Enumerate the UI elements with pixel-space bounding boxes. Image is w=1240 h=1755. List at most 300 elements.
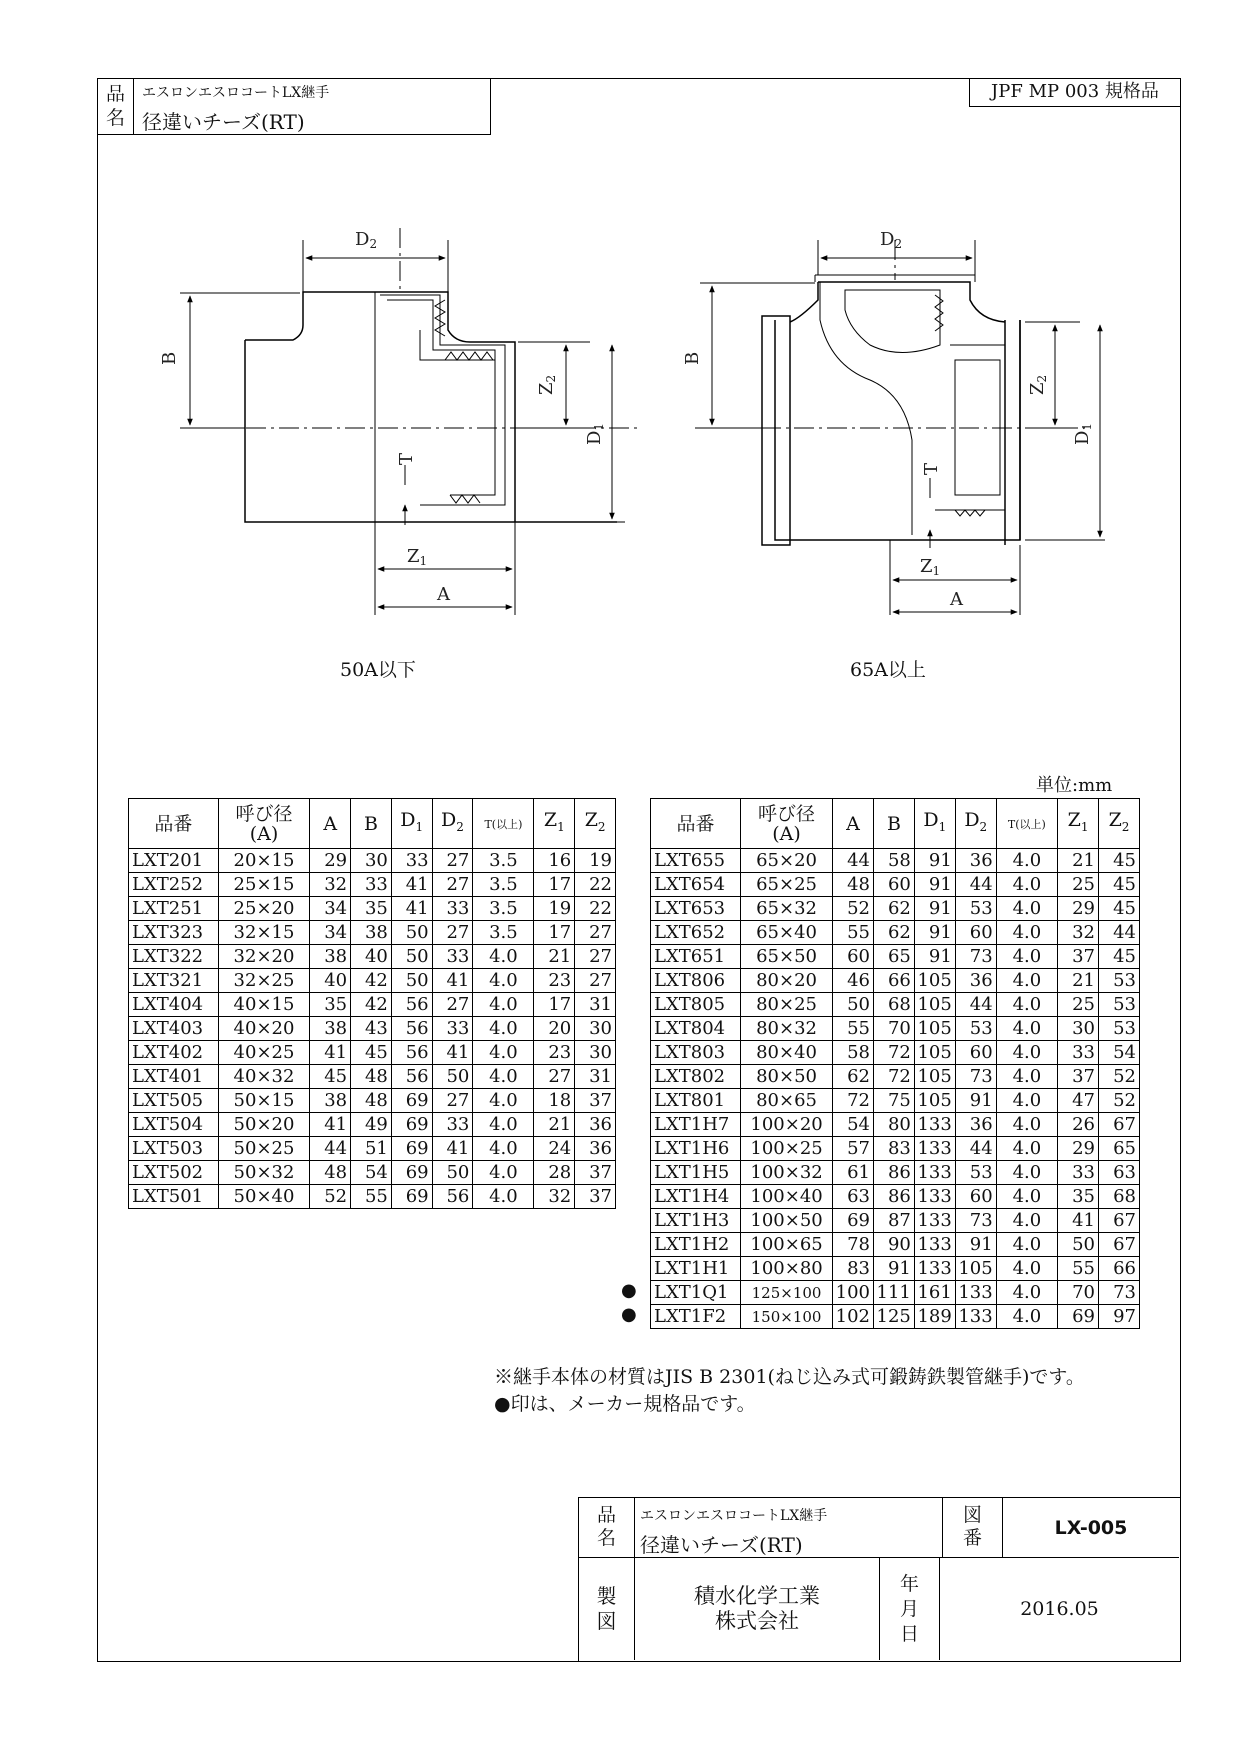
table-cell: 33 [432, 945, 473, 969]
col-d1: $D_1$ [391, 799, 432, 849]
table-cell: LXT804 [651, 1017, 741, 1041]
table-cell: 50×15 [218, 1089, 310, 1113]
table-cell: 27 [575, 921, 616, 945]
caption-50a: 50A以下 [340, 659, 416, 681]
table-cell: LXT653 [651, 897, 741, 921]
table-cell: 75 [873, 1089, 914, 1113]
table-row [651, 897, 1140, 921]
table-cell: 4.0 [996, 1209, 1057, 1233]
table-cell: 50×20 [218, 1113, 310, 1137]
table-cell: 83 [873, 1137, 914, 1161]
table-cell: 44 [310, 1137, 351, 1161]
dim-d1-right: D1 [1072, 422, 1094, 445]
table-row [129, 1113, 616, 1137]
col-b: B [351, 799, 392, 849]
table-cell: 50 [391, 969, 432, 993]
tb-drawing-no: LX-005 [1003, 1498, 1179, 1558]
table-cell: 4.0 [473, 1161, 534, 1185]
table-row [129, 849, 616, 873]
header-product-series: エスロンエスロコートLX継手 [142, 85, 330, 101]
table-cell: 100×40 [741, 1185, 833, 1209]
col-t: T(以上) [996, 799, 1057, 849]
table-cell: 50 [391, 921, 432, 945]
table-cell: 27 [432, 1089, 473, 1113]
table-cell: 4.0 [473, 1137, 534, 1161]
table-cell: 25 [1058, 993, 1099, 1017]
table-cell: 50 [1058, 1233, 1099, 1257]
table-cell: 4.0 [996, 921, 1057, 945]
table-cell: 4.0 [473, 1113, 534, 1137]
table-cell: 91 [914, 849, 955, 873]
table-cell: 41 [1058, 1209, 1099, 1233]
table-cell: 4.0 [996, 1041, 1057, 1065]
table-cell: 38 [310, 1017, 351, 1041]
table-cell: LXT1H5 [651, 1161, 741, 1185]
table-cell: 16 [534, 849, 575, 873]
dim-d1-left: D1 [584, 422, 606, 445]
table-row [651, 945, 1140, 969]
table-cell: 53 [1098, 993, 1139, 1017]
col-t: T(以上) [473, 799, 534, 849]
table-cell: 19 [534, 897, 575, 921]
table-cell: 63 [833, 1185, 874, 1209]
table-row [129, 945, 616, 969]
dim-a-right: A [950, 589, 963, 610]
table-cell: 4.0 [996, 1137, 1057, 1161]
table-cell: 37 [575, 1089, 616, 1113]
table-cell: 30 [351, 849, 392, 873]
spec-table-left [128, 798, 616, 1209]
table-cell: 27 [432, 873, 473, 897]
table-row [129, 1041, 616, 1065]
table-cell: 22 [575, 873, 616, 897]
tb-name-label: 品 名 [579, 1498, 635, 1558]
table-cell: 69 [391, 1137, 432, 1161]
table-cell: 69 [391, 1185, 432, 1209]
table-cell: 105 [914, 1041, 955, 1065]
table-cell: 20 [534, 1017, 575, 1041]
table-cell: 62 [833, 1065, 874, 1089]
table-row [129, 873, 616, 897]
table-cell: 45 [310, 1065, 351, 1089]
table-cell: 105 [914, 1017, 955, 1041]
tb-product-series: エスロンエスロコートLX継手 [640, 1508, 828, 1524]
table-cell: 44 [955, 873, 996, 897]
table-cell: 105 [914, 969, 955, 993]
table-cell: 51 [351, 1137, 392, 1161]
table-cell: 4.0 [996, 1281, 1057, 1305]
table-cell: 33 [432, 1113, 473, 1137]
table-cell: 58 [873, 849, 914, 873]
table-cell: 69 [1058, 1305, 1099, 1329]
table-row [651, 1017, 1140, 1041]
table-cell: LXT1H4 [651, 1185, 741, 1209]
table-cell: 56 [391, 993, 432, 1017]
table-row [651, 1089, 1140, 1113]
table-cell: 25×20 [218, 897, 310, 921]
table-cell: 189 [914, 1305, 955, 1329]
dim-b-right: B [682, 351, 703, 365]
table-cell: 68 [1098, 1185, 1139, 1209]
table-cell: 61 [833, 1161, 874, 1185]
table-cell: 37 [575, 1161, 616, 1185]
table-cell: 45 [1098, 945, 1139, 969]
table-cell: 50 [833, 993, 874, 1017]
table-cell: 21 [534, 945, 575, 969]
table-row [651, 1233, 1140, 1257]
table-cell: LXT654 [651, 873, 741, 897]
note-material: ※継手本体の材質はJIS B 2301(ねじ込み式可鍛鋳鉄製管継手)です。 [494, 1366, 1085, 1388]
table-cell: 48 [351, 1065, 392, 1089]
table-cell: 53 [955, 1017, 996, 1041]
table-cell: 100×50 [741, 1209, 833, 1233]
table-cell: 19 [575, 849, 616, 873]
table-cell: 65×40 [741, 921, 833, 945]
table-cell: 133 [914, 1257, 955, 1281]
table-cell: 80×40 [741, 1041, 833, 1065]
table-cell: 150×100 [741, 1305, 833, 1329]
table-cell: 4.0 [996, 1065, 1057, 1089]
table-cell: 27 [534, 1065, 575, 1089]
table-cell: 41 [310, 1113, 351, 1137]
table-cell: 36 [575, 1113, 616, 1137]
table-cell: 69 [391, 1161, 432, 1185]
tb-maker: 積水化学工業 株式会社 [635, 1558, 880, 1660]
table-row [651, 849, 1140, 873]
col-a: A [310, 799, 351, 849]
table-cell: 56 [391, 1065, 432, 1089]
col-b: B [873, 799, 914, 849]
table-cell: 47 [1058, 1089, 1099, 1113]
table-cell: 80×20 [741, 969, 833, 993]
table-cell: 56 [391, 1017, 432, 1041]
table-cell: 27 [575, 969, 616, 993]
table-cell: 24 [534, 1137, 575, 1161]
table-cell: 100 [833, 1281, 874, 1305]
table-cell: 91 [914, 945, 955, 969]
title-block [578, 1497, 1181, 1662]
table-cell: 55 [833, 1017, 874, 1041]
table-cell: 69 [833, 1209, 874, 1233]
table-cell: 36 [955, 1113, 996, 1137]
table-row [651, 1209, 1140, 1233]
table-cell: 4.0 [473, 1017, 534, 1041]
col-d2: $D_2$ [955, 799, 996, 849]
table-cell: 133 [914, 1209, 955, 1233]
table-cell: 100×25 [741, 1137, 833, 1161]
table-cell: 133 [914, 1113, 955, 1137]
table-cell: 33 [432, 1017, 473, 1041]
table-cell: 4.0 [996, 1017, 1057, 1041]
table-row [129, 1089, 616, 1113]
table-cell: 32×20 [218, 945, 310, 969]
tb-product-name: 径違いチーズ(RT) [640, 1533, 803, 1557]
table-cell: 30 [575, 1017, 616, 1041]
maker-standard-marker: ● [621, 1280, 637, 1301]
table-cell: 32×15 [218, 921, 310, 945]
table-cell: 33 [432, 897, 473, 921]
table-cell: 56 [391, 1041, 432, 1065]
table-cell: 105 [914, 1065, 955, 1089]
col-nominal: 呼び径 (A) [741, 799, 833, 849]
col-a: A [833, 799, 874, 849]
col-d1: $D_1$ [914, 799, 955, 849]
table-cell: 45 [1098, 849, 1139, 873]
table-cell: 40 [310, 969, 351, 993]
table-cell: 65×25 [741, 873, 833, 897]
table-cell: 4.0 [996, 1305, 1057, 1329]
table-row [651, 969, 1140, 993]
table-cell: 3.5 [473, 849, 534, 873]
dim-t-right: T [921, 462, 942, 475]
dim-z2-right: Z2 [1027, 374, 1049, 395]
table-cell: 41 [391, 873, 432, 897]
table-cell: 50×25 [218, 1137, 310, 1161]
table-cell: 50 [432, 1161, 473, 1185]
table-cell: LXT652 [651, 921, 741, 945]
table-cell: 30 [575, 1041, 616, 1065]
table-cell: 4.0 [996, 945, 1057, 969]
table-cell: 80×50 [741, 1065, 833, 1089]
table-cell: 40×25 [218, 1041, 310, 1065]
table-cell: 60 [873, 873, 914, 897]
table-row [129, 1017, 616, 1041]
table-cell: 87 [873, 1209, 914, 1233]
table-cell: 55 [351, 1185, 392, 1209]
table-cell: 21 [1058, 849, 1099, 873]
table-cell: LXT505 [129, 1089, 219, 1113]
table-cell: 38 [310, 945, 351, 969]
table-cell: 80×32 [741, 1017, 833, 1041]
table-cell: 44 [833, 849, 874, 873]
table-cell: LXT1H1 [651, 1257, 741, 1281]
table-cell: 4.0 [996, 969, 1057, 993]
table-row [651, 1041, 1140, 1065]
table-cell: 65×50 [741, 945, 833, 969]
table-cell: 41 [432, 969, 473, 993]
table-cell: LXT805 [651, 993, 741, 1017]
table-header-row [129, 799, 616, 849]
table-cell: 38 [351, 921, 392, 945]
table-cell: 73 [955, 1209, 996, 1233]
table-cell: 50 [391, 945, 432, 969]
table-cell: 65 [1098, 1137, 1139, 1161]
table-cell: LXT651 [651, 945, 741, 969]
table-cell: 80 [873, 1113, 914, 1137]
table-cell: 72 [873, 1041, 914, 1065]
header-product-name: 径違いチーズ(RT) [142, 110, 305, 134]
table-cell: 49 [351, 1113, 392, 1137]
table-cell: LXT504 [129, 1113, 219, 1137]
table-cell: 67 [1098, 1209, 1139, 1233]
col-z2: $Z_2$ [1098, 799, 1139, 849]
table-cell: 53 [955, 1161, 996, 1185]
table-cell: 50×32 [218, 1161, 310, 1185]
table-cell: 35 [351, 897, 392, 921]
table-cell: 4.0 [996, 1257, 1057, 1281]
col-z1: $Z_1$ [534, 799, 575, 849]
table-cell: 56 [432, 1185, 473, 1209]
table-row [129, 969, 616, 993]
col-part-no: 品番 [651, 799, 741, 849]
table-cell: 52 [310, 1185, 351, 1209]
table-cell: 125 [873, 1305, 914, 1329]
table-cell: 86 [873, 1185, 914, 1209]
table-cell: 48 [833, 873, 874, 897]
table-cell: 22 [575, 897, 616, 921]
table-cell: 28 [534, 1161, 575, 1185]
table-cell: 25 [1058, 873, 1099, 897]
dim-z1-right: Z1 [920, 556, 941, 578]
table-cell: 4.0 [473, 1041, 534, 1065]
table-cell: 100×65 [741, 1233, 833, 1257]
table-cell: 105 [955, 1257, 996, 1281]
table-cell: 36 [955, 969, 996, 993]
table-cell: 60 [833, 945, 874, 969]
table-cell: 32 [534, 1185, 575, 1209]
col-z2: $Z_2$ [575, 799, 616, 849]
table-cell: 48 [351, 1089, 392, 1113]
table-cell: LXT322 [129, 945, 219, 969]
table-cell: 4.0 [473, 969, 534, 993]
dim-z2-left: Z2 [536, 374, 558, 395]
table-cell: 58 [833, 1041, 874, 1065]
table-cell: LXT251 [129, 897, 219, 921]
table-cell: LXT806 [651, 969, 741, 993]
table-cell: 133 [955, 1305, 996, 1329]
table-cell: 50 [432, 1065, 473, 1089]
table-row [651, 1113, 1140, 1137]
table-cell: LXT1H3 [651, 1209, 741, 1233]
table-cell: 45 [1098, 873, 1139, 897]
table-cell: 70 [873, 1017, 914, 1041]
table-cell: 105 [914, 993, 955, 1017]
table-cell: LXT1H7 [651, 1113, 741, 1137]
table-cell: 55 [1058, 1257, 1099, 1281]
table-cell: LXT502 [129, 1161, 219, 1185]
table-cell: 17 [534, 873, 575, 897]
tb-name-cell [635, 1498, 943, 1558]
col-z1: $Z_1$ [1058, 799, 1099, 849]
table-cell: 72 [873, 1065, 914, 1089]
table-cell: 60 [955, 1041, 996, 1065]
table-cell: 23 [534, 1041, 575, 1065]
caption-65a: 65A以上 [850, 659, 926, 681]
table-cell: 31 [575, 1065, 616, 1089]
table-cell: LXT801 [651, 1089, 741, 1113]
table-cell: 63 [1098, 1161, 1139, 1185]
table-row [129, 993, 616, 1017]
table-cell: LXT323 [129, 921, 219, 945]
table-cell: 44 [955, 993, 996, 1017]
table-cell: 17 [534, 921, 575, 945]
table-cell: 44 [1098, 921, 1139, 945]
table-cell: 91 [914, 873, 955, 897]
table-cell: 73 [955, 1065, 996, 1089]
table-cell: 65 [873, 945, 914, 969]
table-cell: LXT321 [129, 969, 219, 993]
table-cell: 4.0 [996, 1185, 1057, 1209]
table-cell: 55 [833, 921, 874, 945]
table-cell: 36 [575, 1137, 616, 1161]
table-cell: 21 [534, 1113, 575, 1137]
table-cell: 3.5 [473, 897, 534, 921]
table-cell: 33 [1058, 1161, 1099, 1185]
table-cell: LXT1F2 [651, 1305, 741, 1329]
table-cell: 80×25 [741, 993, 833, 1017]
table-cell: LXT401 [129, 1065, 219, 1089]
table-cell: 65×20 [741, 849, 833, 873]
table-cell: LXT403 [129, 1017, 219, 1041]
table-cell: 97 [1098, 1305, 1139, 1329]
table-cell: 133 [914, 1161, 955, 1185]
table-cell: 3.5 [473, 873, 534, 897]
unit-label: 単位:mm [1036, 775, 1113, 796]
table-cell: 33 [391, 849, 432, 873]
table-cell: 32 [310, 873, 351, 897]
table-cell: 40 [351, 945, 392, 969]
table-cell: LXT655 [651, 849, 741, 873]
table-cell: 83 [833, 1257, 874, 1281]
table-cell: 46 [833, 969, 874, 993]
table-cell: 35 [310, 993, 351, 1017]
table-cell: 54 [351, 1161, 392, 1185]
table-row [129, 1137, 616, 1161]
col-part-no: 品番 [129, 799, 219, 849]
table-row [651, 1185, 1140, 1209]
table-cell: 69 [391, 1113, 432, 1137]
table-cell: 105 [914, 1089, 955, 1113]
dim-a-left: A [437, 584, 450, 605]
table-row [651, 1257, 1140, 1281]
table-cell: LXT1Q1 [651, 1281, 741, 1305]
table-cell: 36 [955, 849, 996, 873]
table-cell: 4.0 [473, 1089, 534, 1113]
table-cell: 91 [914, 921, 955, 945]
table-row [651, 1305, 1140, 1329]
table-cell: 91 [873, 1257, 914, 1281]
tb-drawing-no-label: 図 番 [943, 1498, 1003, 1558]
table-cell: 54 [833, 1113, 874, 1137]
tb-date: 2016.05 [1020, 1598, 1099, 1620]
table-cell: 45 [351, 1041, 392, 1065]
table-cell: 4.0 [996, 1113, 1057, 1137]
table-cell: 4.0 [473, 945, 534, 969]
dim-z1-left: Z1 [407, 546, 428, 568]
table-cell: LXT503 [129, 1137, 219, 1161]
table-cell: 32 [1058, 921, 1099, 945]
table-cell: 29 [1058, 897, 1099, 921]
table-cell: 78 [833, 1233, 874, 1257]
table-cell: 60 [955, 921, 996, 945]
table-cell: 53 [955, 897, 996, 921]
table-cell: 80×65 [741, 1089, 833, 1113]
table-cell: 73 [955, 945, 996, 969]
table-cell: 73 [1098, 1281, 1139, 1305]
table-cell: 33 [351, 873, 392, 897]
drawing-65a [695, 240, 1105, 615]
table-cell: 40×20 [218, 1017, 310, 1041]
col-d2: $D_2$ [432, 799, 473, 849]
table-cell: 37 [575, 1185, 616, 1209]
table-cell: 41 [432, 1137, 473, 1161]
table-cell: LXT1H6 [651, 1137, 741, 1161]
table-cell: 60 [955, 1185, 996, 1209]
table-cell: 133 [914, 1185, 955, 1209]
table-cell: 100×32 [741, 1161, 833, 1185]
table-cell: 35 [1058, 1185, 1099, 1209]
table-cell: 62 [873, 921, 914, 945]
